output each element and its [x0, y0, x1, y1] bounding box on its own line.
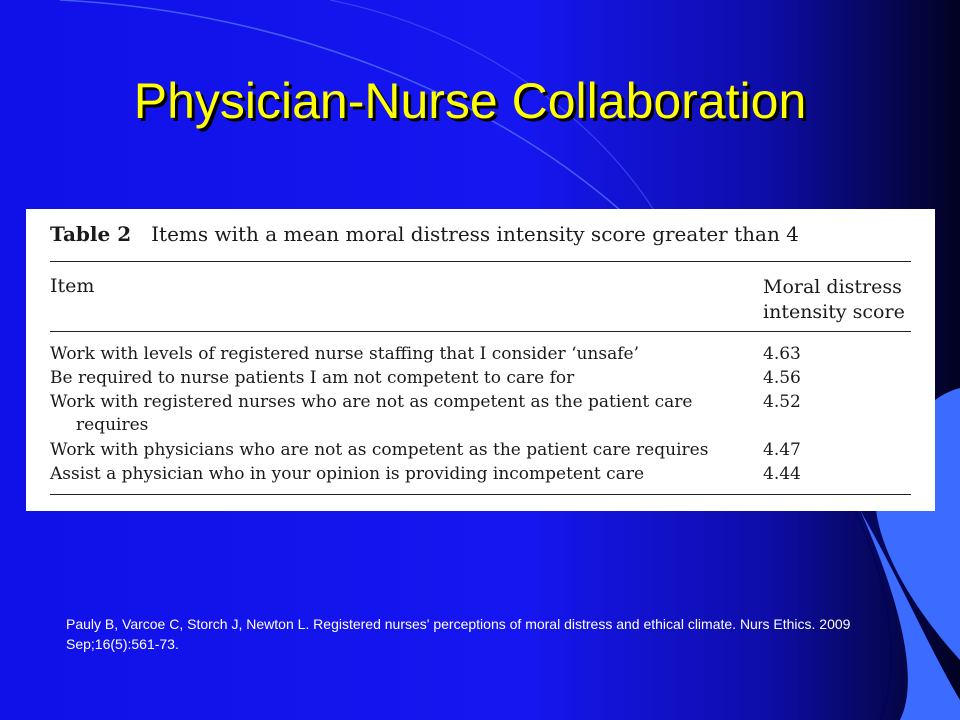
column-header-score-line2: intensity score — [763, 301, 905, 323]
row-item: Work with registered nurses who are not as competent as the patient care — [50, 392, 693, 412]
row-item-continuation: requires — [76, 415, 149, 435]
column-header-score-line1: Moral distress — [763, 276, 902, 298]
column-header-score — [763, 275, 923, 325]
row-item: Work with physicians who are not as competent as the patient care requires — [50, 440, 709, 460]
table-caption — [50, 222, 799, 246]
row-score: 4.47 — [763, 440, 801, 460]
row-score: 4.63 — [763, 344, 801, 364]
table-header-rule — [50, 331, 911, 332]
table-caption-text: Items with a mean moral distress intensity score greater than 4 — [151, 222, 799, 246]
row-item: Work with levels of registered nurse staffing that I consider ‘unsafe’ — [50, 344, 639, 364]
row-item: Assist a physician who in your opinion is providing incompetent care — [50, 464, 645, 484]
table-top-rule — [50, 261, 911, 262]
table-image-panel — [26, 209, 935, 511]
table-bottom-rule — [50, 494, 911, 495]
slide-title: Physician-Nurse Collaboration — [133, 73, 807, 129]
row-item: Be required to nurse patients I am not competent to care for — [50, 368, 575, 388]
citation-text: Pauly B, Varcoe C, Storch J, Newton L. Registered nurses' perceptions of moral distress and ethical climate. Nurs Ethics. 2009 Sep;16(5):561-73. — [66, 616, 851, 652]
table-number: Table 2 — [50, 222, 132, 246]
row-score: 4.56 — [763, 368, 801, 388]
column-header-item: Item — [50, 275, 95, 297]
row-score: 4.52 — [763, 392, 801, 412]
row-score: 4.44 — [763, 464, 801, 484]
